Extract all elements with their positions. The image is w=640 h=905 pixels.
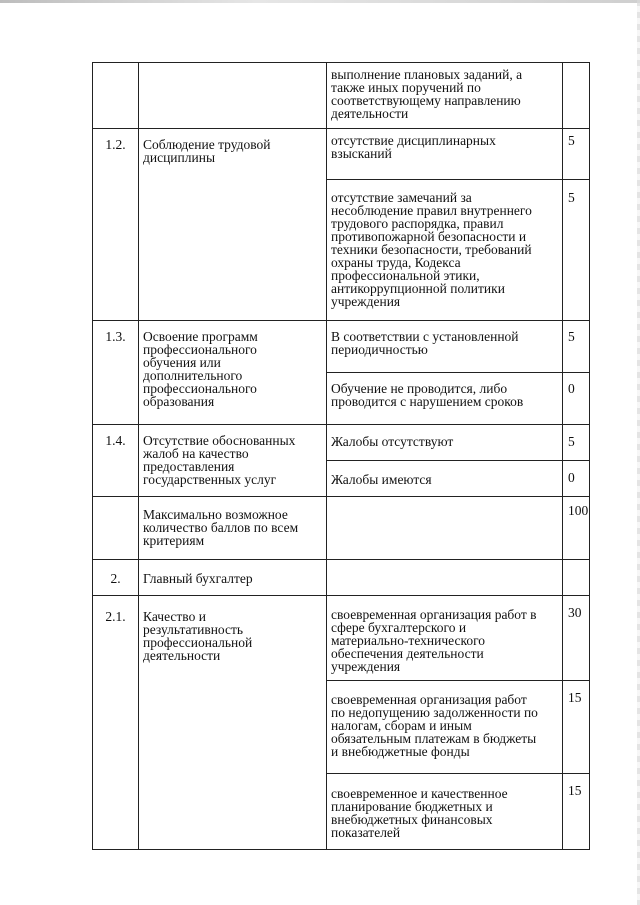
points-cell: 15: [563, 774, 590, 850]
table-row: [93, 63, 590, 129]
row-number-cell: 1.2.: [93, 129, 139, 321]
indicator-cell: [327, 497, 563, 560]
criterion-cell: Освоение программ профессионального обучения или дополнительного профессионального образования: [139, 321, 327, 425]
points-cell: 5: [563, 321, 590, 373]
row-number-cell: [93, 63, 139, 129]
points-cell: 5: [563, 180, 590, 321]
points-cell: 0: [563, 461, 590, 497]
indicator-cell: [327, 560, 563, 596]
points-cell: 0: [563, 373, 590, 425]
points-cell: 15: [563, 681, 590, 774]
table-row: [93, 497, 590, 560]
points-cell: 30: [563, 596, 590, 681]
indicator-cell: своевременная организация работ в сфере бухгалтерского и материально-технического обеспечения деятельности учреждения: [327, 596, 563, 681]
criterion-cell: Главный бухгалтер: [139, 560, 327, 596]
row-number-cell: 2.: [93, 560, 139, 596]
row-number-cell: 1.4.: [93, 425, 139, 497]
points-cell: 5: [563, 425, 590, 461]
table-row: [93, 321, 590, 373]
criterion-cell: [139, 63, 327, 129]
indicator-cell: отсутствие замечаний за несоблюдение правил внутреннего трудового распорядка, правил противопожарной безопасности и техники безопасности, требований охраны труда, Кодекса профессиональной этики, антикоррупционной политики учреждения: [327, 180, 563, 321]
criterion-cell: Соблюдение трудовой дисциплины: [139, 129, 327, 321]
criterion-cell: Качество и результативность профессиональной деятельности: [139, 596, 327, 850]
row-number-cell: [93, 497, 139, 560]
indicator-cell: отсутствие дисциплинарных взысканий: [327, 129, 563, 180]
row-number-cell: 2.1.: [93, 596, 139, 850]
indicator-cell: Жалобы имеются: [327, 461, 563, 497]
indicator-cell: своевременная организация работ по недопущению задолженности по налогам, сборам и иным обязательным платежам в бюджеты и внебюджетные фонды: [327, 681, 563, 774]
indicator-cell: Обучение не проводится, либо проводится с нарушением сроков: [327, 373, 563, 425]
criteria-table: [92, 62, 590, 850]
indicator-cell: своевременное и качественное планирование бюджетных и внебюджетных финансовых показателей: [327, 774, 563, 850]
indicator-cell: Жалобы отсутствуют: [327, 425, 563, 461]
row-number-cell: 1.3.: [93, 321, 139, 425]
table-row: [93, 129, 590, 180]
indicator-cell: выполнение плановых заданий, а также иных поручений по соответствующему направлению деятельности: [327, 63, 563, 129]
indicator-cell: В соответствии с установленной периодичностью: [327, 321, 563, 373]
table-row: [93, 425, 590, 461]
scan-edge: [0, 0, 640, 3]
criterion-cell: Максимально возможное количество баллов по всем критериям: [139, 497, 327, 560]
points-cell: 5: [563, 129, 590, 180]
table-row: [93, 596, 590, 681]
points-cell: [563, 63, 590, 129]
criterion-cell: Отсутствие обоснованных жалоб на качество предоставления государственных услуг: [139, 425, 327, 497]
table-row: [93, 560, 590, 596]
points-cell: 100: [563, 497, 590, 560]
points-cell: [563, 560, 590, 596]
